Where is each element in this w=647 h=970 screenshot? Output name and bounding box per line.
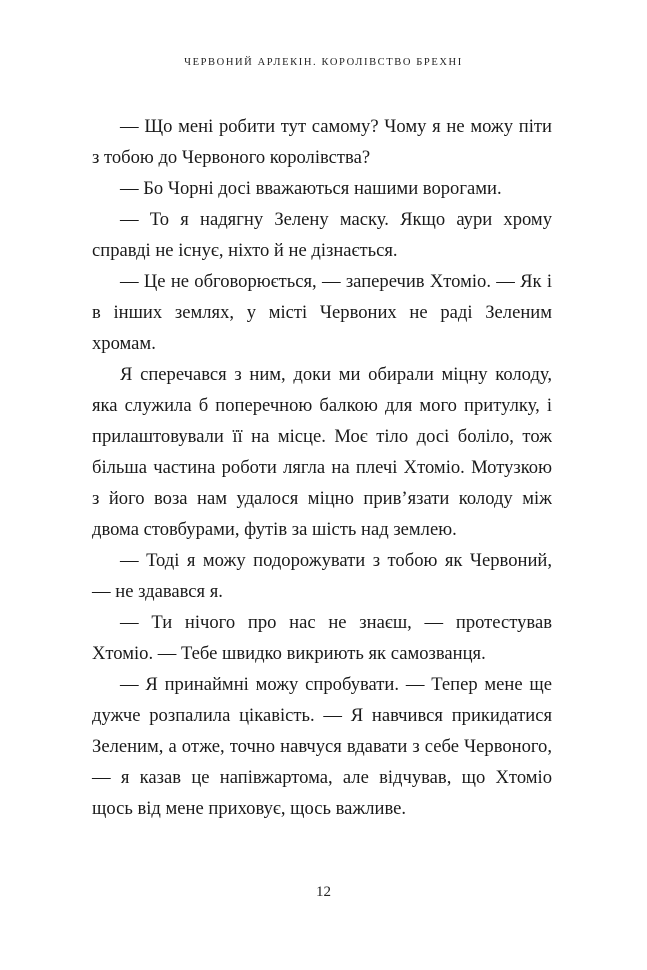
paragraph: — Ти нічого про нас не знаєш, — протестував Хтоміо. — Тебе швидко викриють як самозванця. — [92, 612, 552, 664]
page-number: 12 — [316, 884, 331, 900]
paragraph: — Тоді я можу подорожувати з тобою як Червоний, — не здавався я. — [92, 550, 552, 602]
running-header: ЧЕРВОНИЙ АРЛЕКІН. КОРОЛІВСТВО БРЕХНІ — [184, 57, 463, 68]
paragraph: Я сперечався з ним, доки ми обирали міцну колоду, яка служила б поперечною балкою для мого притулку, і прилаштовували її на місце. Моє тіло досі боліло, тож більша частина роботи лягла на плечі Хтоміо. Мотузкою з його воза нам удалося міцно прив’язати колоду між двома стовбурами, футів за шість над землею. — [92, 364, 552, 540]
paragraph: — Що мені робити тут самому? Чому я не можу піти з тобою до Червоного королівства? — [92, 116, 552, 168]
paragraph: — То я надягну Зелену маску. Якщо аури хрому справді не існує, ніхто й не дізнається. — [92, 209, 552, 261]
paragraph: — Бо Чорні досі вважаються нашими ворогами. — [120, 178, 502, 199]
body-text — [92, 111, 552, 824]
paragraph: — Я принаймні можу спробувати. — Тепер мене ще дужче розпалила цікавість. — Я навчився прикидатися Зеленим, а отже, точно навчуся вдавати з себе Червоного, — я казав це напівжартома, але відчував, що Хтоміо щось від мене приховує, щось важливе. — [92, 674, 552, 819]
paragraph: — Це не обговорюється, — заперечив Хтоміо. — Як і в інших землях, у місті Червоних не раді Зеленим хромам. — [92, 271, 552, 354]
